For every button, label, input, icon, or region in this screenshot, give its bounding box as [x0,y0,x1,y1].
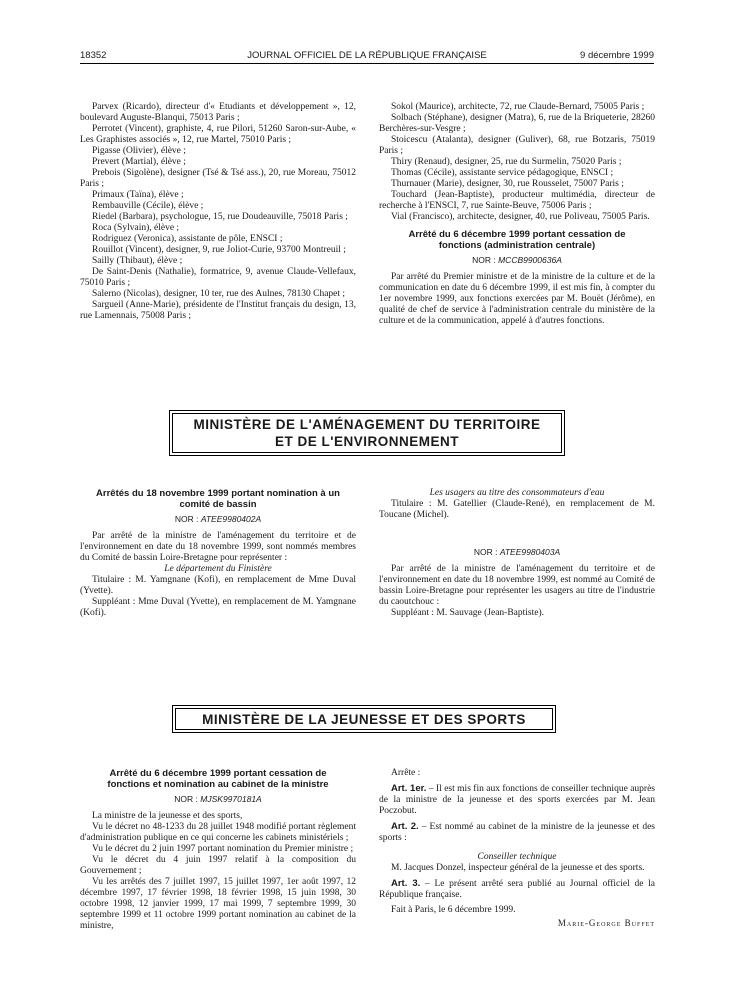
list-item: Pigasse (Olivier), élève ; [92,146,186,156]
ministry-heading-territoire [169,410,565,456]
list-item: Rodriguez (Veronica), assistante de pôle, ENSCI ; [92,234,283,244]
list-item: Primaux (Taïna), élève ; [92,190,184,200]
list-item: Vu les arrêtés des 7 juillet 1997, 15 juillet 1997, 1er août 1997, 12 décembre 1997, 17 février 1998, 18 février 1998, 15 juin 1998, 30 octobre 1998, 12 janvier 1999, 17 mai 1999, 7 septembre 1999, 30 septembre 1999 et 11 octobre 1999 portant nomination au cabinet de la ministre, [80,877,356,931]
ministry-line-1: MINISTÈRE DE LA JEUNESSE ET DES SPORTS [202,712,526,727]
article-1: Art. 1er. – Il est mis fin aux fonctions de conseiller technique auprès de la ministre de la jeunesse et des sports exercées par M. Jean Poczobut. [379,783,655,816]
nor-line: NOR : MJSK9970181A [174,794,262,804]
section-heading: Les usagers au titre des consommateurs d'eau [429,488,605,498]
list-item: Rouillot (Vincent), designer, 9, rue Joliot-Curie, 93700 Montreuil ; [92,245,346,255]
decree-body: Par arrêté de la ministre de l'aménagement du territoire et de l'environnement en date du 18 novembre 1999, est nommé au Comité de bassin Loire-Bretagne pour représenter les usagers au titre de l'industrie du caoutchouc : [379,564,655,607]
signature: Marie-George Buffet [557,918,655,928]
list-item: Roca (Sylvain), élève ; [92,223,180,233]
nor-code: MCCB9900636A [498,255,562,265]
list-item: Rembauville (Cécile), élève ; [92,201,204,211]
m2-right-column [379,768,655,929]
list-item: Salerno (Nicolas), designer, 10 ter, rue des Aulnes, 78130 Chapet ; [92,289,346,299]
suppleant: Suppléant : M. Sauvage (Jean-Baptiste). [391,608,545,618]
m1-left-column [80,488,356,619]
list-item: Riedel (Barbara), psychologue, 15, rue Doudeauville, 75018 Paris ; [92,212,348,222]
nor-code: ATEE9980403A [499,547,561,557]
conseiller: M. Jacques Donzel, inspecteur général de la jeunesse et des sports. [391,863,645,873]
nor-code: MJSK9970181A [200,794,262,804]
nor-code: ATEE9980402A [200,514,262,524]
list-item: Solbach (Stéphane), designer (Matra), 6, rue de la Briqueterie, 28260 Berchères-sur-Vesgre ; [379,113,655,134]
suppleant: Suppléant : Mme Duval (Yvette), en remplacement de M. Yamgnane (Kofi). [80,597,356,618]
decree-body: Par arrêté du Premier ministre et de la ministre de la culture et de la communication en date du 6 décembre 1999, il est mis fin, à compter du 1er novembre 1999, aux fonctions exercées par M. Bouët (Jérôme), en qualité de chef de service à l'administration centrale du ministère de la culture et de la communication, appelé à d'autres fonctions. [379,272,655,326]
journal-title: JOURNAL OFFICIEL DE LA RÉPUBLIQUE FRANÇAISE [247,50,487,61]
article-2: Art. 2. – Est nommé au cabinet de la ministre de la jeunesse et des sports : [379,821,655,843]
nor-line: NOR : MCCB9900636A [472,255,562,265]
fait-a-paris: Fait à Paris, le 6 décembre 1999. [391,905,516,915]
list-item: Prevert (Martial), élève ; [92,157,186,167]
section-heading: Le département du Finistère [164,564,272,574]
section-heading: Conseiller technique [477,852,557,862]
ministry-line-2: ET DE L'ENVIRONNEMENT [275,434,459,449]
running-head [80,50,654,64]
decree-title-culture: Arrêté du 6 décembre 1999 portant cessation de fonctions (administration centrale) [408,229,626,251]
ministry-heading-jeunesse [172,705,556,733]
top-right-list [379,102,655,223]
list-item: Prebois (Sigolène), designer (Tsé & Tsé ass.), 20, rue Moreau, 75012 Paris ; [80,168,356,189]
list-item: Sargueil (Anne-Marie), présidente de l'Institut français du design, 13, rue Lamennais, 75008 Paris ; [80,300,356,321]
nor-line: NOR : ATEE9980402A [174,514,262,524]
list-item: Touchard (Jean-Baptiste), producteur multimédia, directeur de recherche à l'ENSCI, 7, rue Sainte-Beuve, 75006 Paris ; [379,190,655,211]
m2-left-column [80,768,356,932]
list-item: Parvex (Ricardo), directeur d'« Etudiants et développement », 12, boulevard Auguste-Blanqui, 75013 Paris ; [80,102,356,123]
list-item: De Saint-Denis (Nathalie), formatrice, 9, avenue Claude-Vellefaux, 75010 Paris ; [80,267,356,288]
list-item: La ministre de la jeunesse et des sports, [92,811,243,821]
list-item: Perrotet (Vincent), graphiste, 4, rue Pilori, 51260 Saron-sur-Aube, « Les Graphistes associés », 12, rue Martel, 75010 Paris ; [80,124,356,145]
titulaire: Titulaire : M. Yamgnane (Kofi), en remplacement de Mme Duval (Yvette). [80,575,356,596]
ministry-line-1: MINISTÈRE DE L'AMÉNAGEMENT DU TERRITOIRE [193,417,541,432]
list-item: Sokol (Maurice), architecte, 72, rue Claude-Bernard, 75005 Paris ; [391,102,645,112]
nor-line: NOR : ATEE9980403A [473,547,561,557]
m1-right-column [379,488,655,619]
article-3: Art. 3. – Le présent arrêté sera publié au Journal officiel de la République française. [379,878,655,900]
list-item: Thomas (Cécile), assistante service pédagogique, ENSCI ; [391,168,614,178]
decree-title-jeunesse: Arrêté du 6 décembre 1999 portant cessation de fonctions et nomination au cabinet de la ministre [107,768,329,790]
list-item: Thiry (Renaud), designer, 25, rue du Surmelin, 75020 Paris ; [391,157,622,167]
page-number: 18352 [80,50,107,61]
top-right-column [379,102,655,327]
list-item: Vu le décret no 48-1233 du 28 juillet 1948 modifié portant règlement d'administration publique en ce qui concerne les cabinets ministériels ; [80,822,356,843]
list-item: Vial (Francisco), architecte, designer, 40, rue Poliveau, 75005 Paris. [391,212,650,222]
list-item: Vu le décret du 4 juin 1997 relatif à la composition du Gouvernement ; [80,855,356,876]
visa-paragraphs [80,811,356,932]
decree-title-comite: Arrêtés du 18 novembre 1999 portant nomination à un comité de bassin [96,488,340,510]
list-item: Thurnauer (Marie), designer, 30, rue Rousselet, 75007 Paris ; [391,179,624,189]
list-item: Vu le décret du 2 juin 1997 portant nomination du Premier ministre ; [92,844,354,854]
issue-date: 9 décembre 1999 [580,50,654,61]
arrete-label: Arrête : [391,768,421,778]
titulaire: Titulaire : M. Gatellier (Claude-René), en remplacement de M. Toucane (Michel). [379,499,655,520]
list-item: Stoicescu (Atalanta), designer (Guliver), 68, rue Botzaris, 75019 Paris ; [379,135,655,156]
decree-body: Par arrêté de la ministre de l'aménagement du territoire et de l'environnement en date du 18 novembre 1999, sont nommés membres du Comité de bassin Loire-Bretagne pour représenter : [80,531,356,563]
list-item: Sailly (Thibaut), élève ; [92,256,183,266]
top-left-column [80,102,356,322]
